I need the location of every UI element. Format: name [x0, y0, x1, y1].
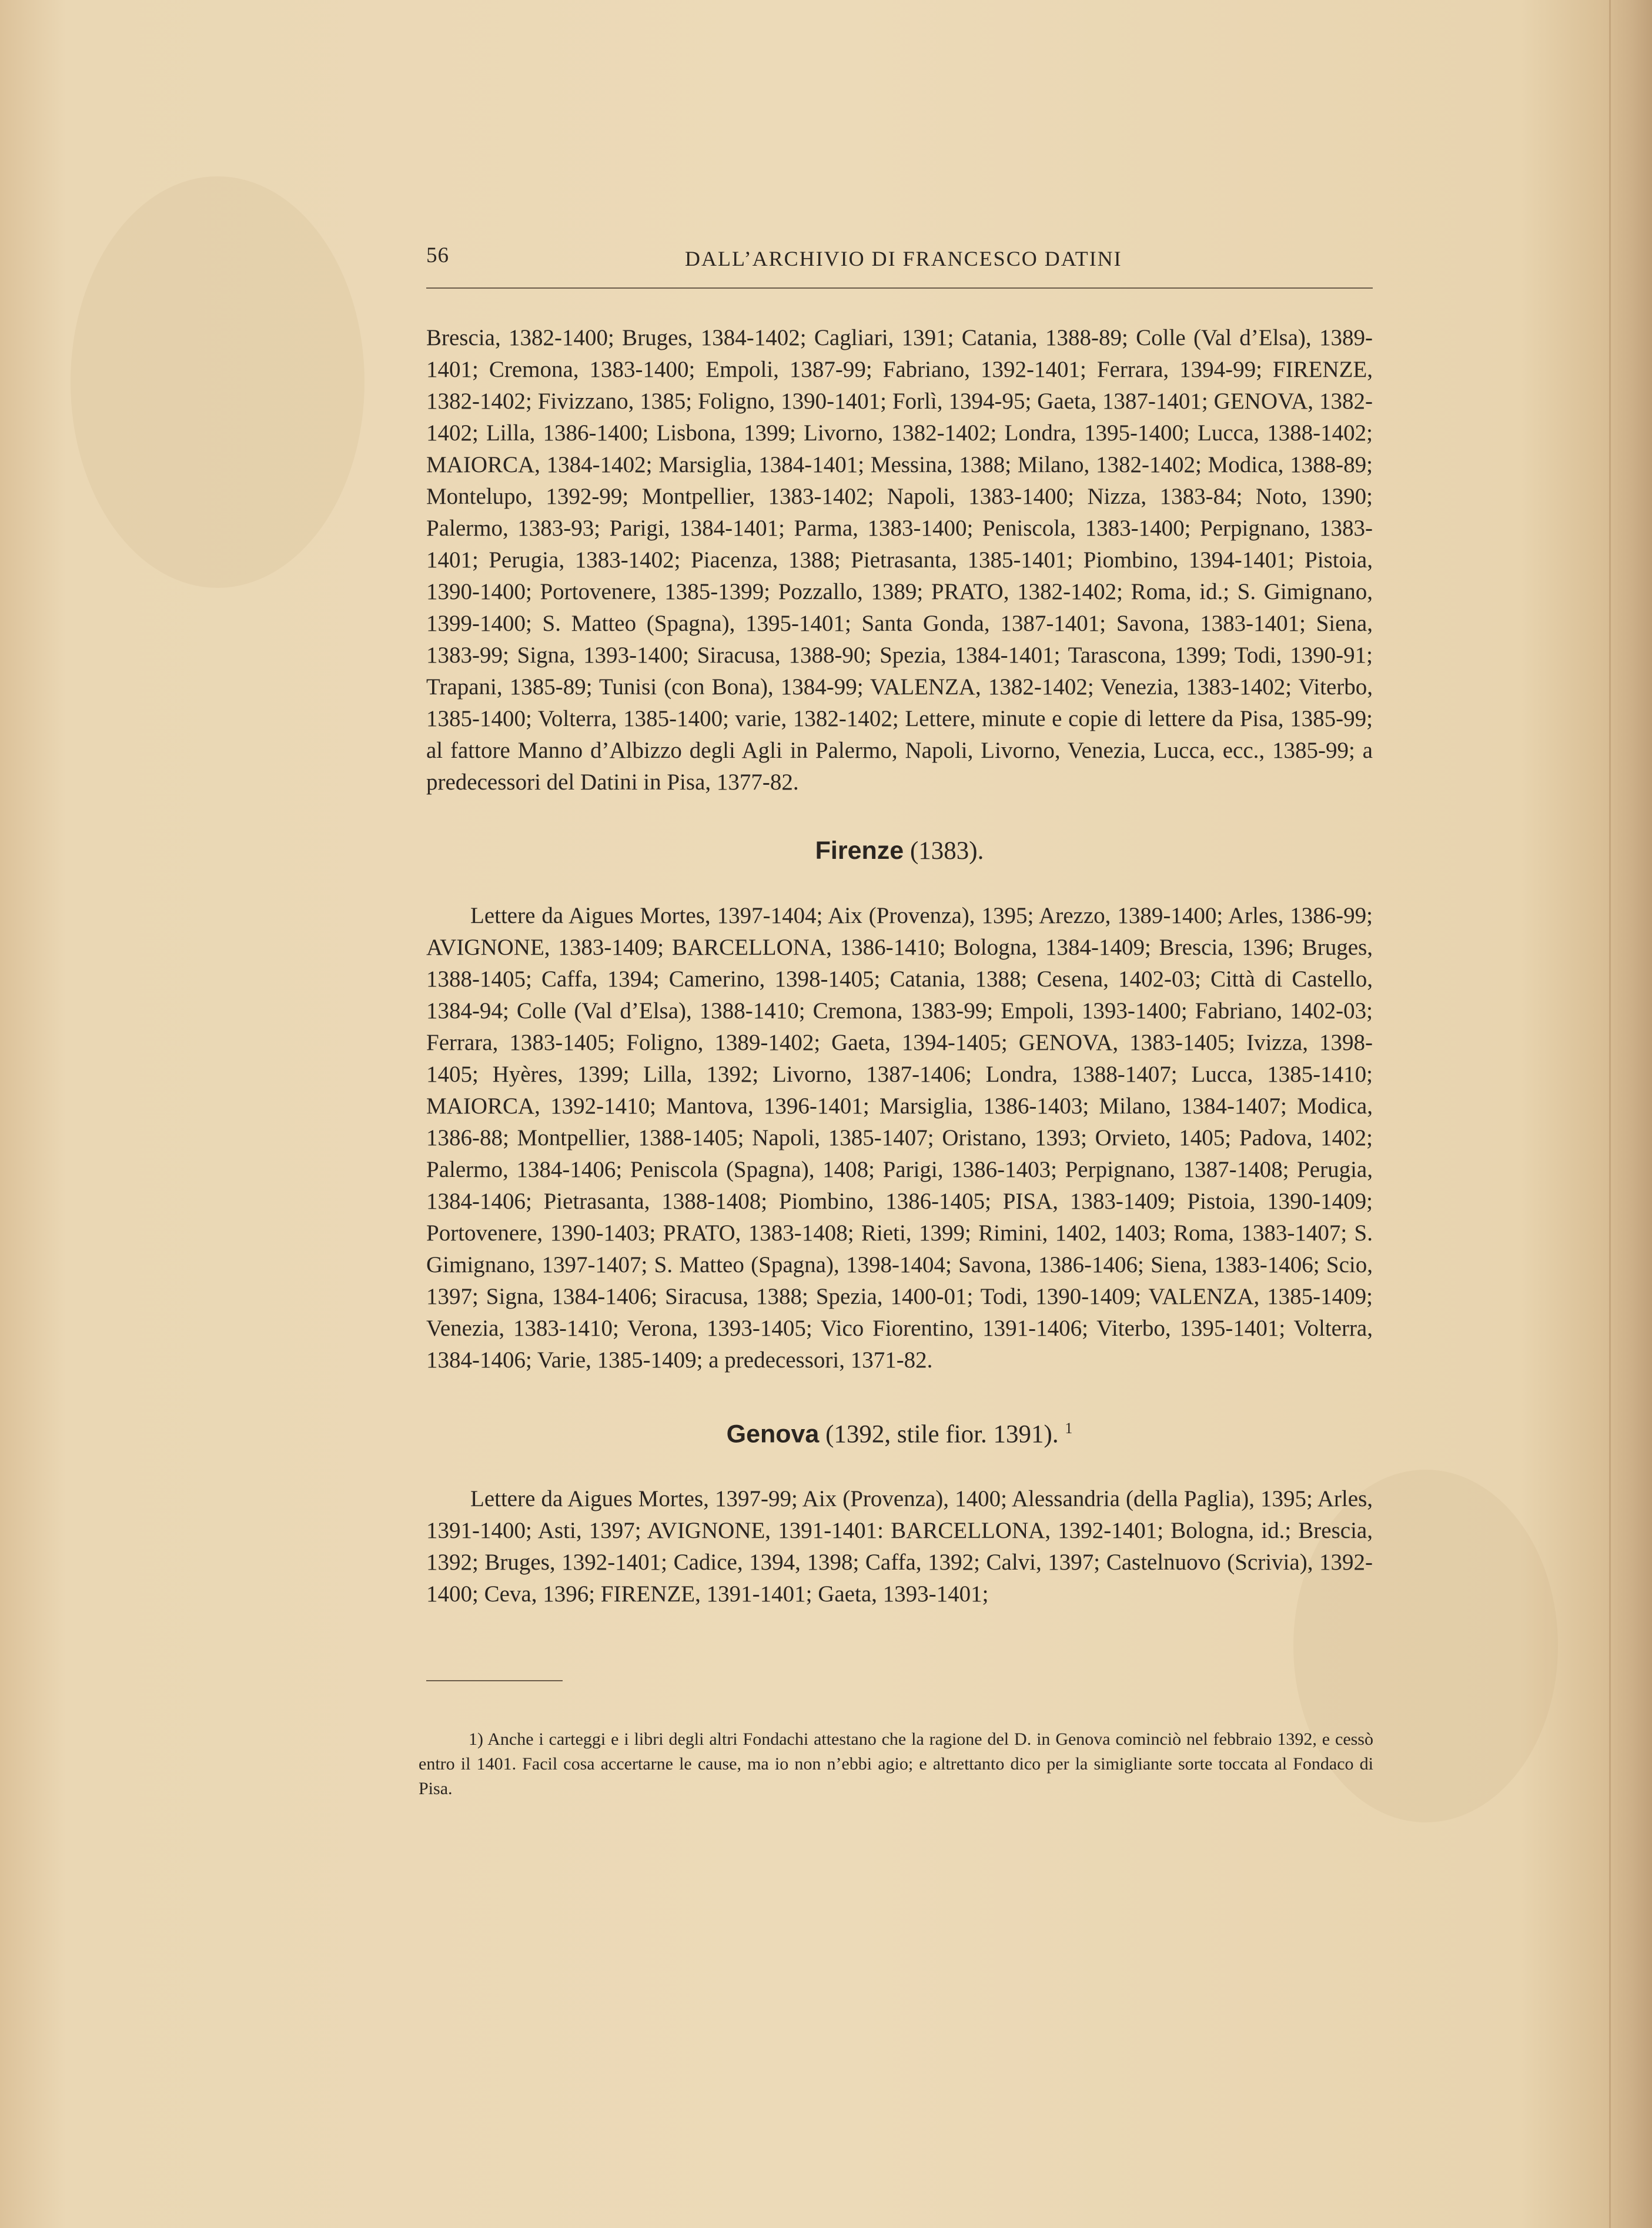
heading-date: (1383). — [909, 837, 984, 865]
paragraph-firenze: Lettere da Aigues Mortes, 1397-1404; Aix (Provenza), 1395; Arezzo, 1389-1400; Arles, 1386-99; AVIGNONE, 1383-1409; BARCELLONA, 1386-1410; Bologna, 1384-1409; Brescia, 1396; Bruges, 1388-1405; Caffa, 1394; Camerino, 1398-1405; Catania, 1388; Cesena, 1402-03; Città di Castello, 1384-94; Colle (Val d’Elsa), 1388-1410; Cremona, 1383-99; Empoli, 1393-1400; Fabriano, 1402-03; Ferrara, 1383-1405; Foligno, 1389-1402; Gaeta, 1394-1405; GENOVA, 1383-1405; Ivizza, 1398-1405; Hyères, 1399; Lilla, 1392; Livorno, 1387-1406; Londra, 1388-1407; Lucca, 1385-1410; MAIORCA, 1392-1410; Mantova, 1396-1401; Marsiglia, 1386-1403; Milano, 1384-1407; Modica, 1386-88; Montpellier, 1388-1405; Napoli, 1385-1407; Oristano, 1393; Orvieto, 1405; Padova, 1402; Palermo, 1384-1406; Peniscola (Spagna), 1408; Parigi, 1386-1403; Perpignano, 1387-1408; Perugia, 1384-1406; Pietrasanta, 1388-1408; Piombino, 1386-1405; PISA, 1383-1409; Pistoia, 1390-1409; Portovenere, 1390-1403; PRATO, 1383-1408; Rieti, 1399; Rimini, 1402, 1403; Roma, 1383-1407; S. Gimignano, 1397-1407; S. Matteo (Spagna), 1398-1404; Savona, 1386-1406; Siena, 1383-1406; Scio, 1397; Signa, 1384-1406; Siracusa, 1388; Spezia, 1400-01; Todi, 1390-1409; VALENZA, 1385-1409; Venezia, 1383-1410; Verona, 1393-1405; Vico Fiorentino, 1391-1406; Viterbo, 1395-1401; Volterra, 1384-1406; Varie, 1385-1409; a predecessori, 1371-82. — [426, 903, 1373, 1373]
paper-stain — [71, 176, 364, 588]
paragraph-genova: Lettere da Aigues Mortes, 1397-99; Aix (Provenza), 1400; Alessandria (della Paglia), 1395; Arles, 1391-1400; Asti, 1397; AVIGNONE, 1391-1401: BARCELLONA, 1392-1401; Bologna, id.; Brescia, 1392; Bruges, 1392-1401; Cadice, 1394, 1398; Caffa, 1392; Calvi, 1397; Castelnuovo (Scrivia), 1392-1400; Ceva, 1396; FIRENZE, 1391-1401; Gaeta, 1393-1401; — [426, 1486, 1373, 1607]
footnote: 1) Anche i carteggi e i libri degli altri Fondachi attestano che la ragione del D. in Genova cominciò nel febbraio 1392, e cessò entro il 1401. Facil cosa accertarne le cause, ma io non n’ebbi agio; e altrettanto dico per la simigliante sorte toccata al Fondaco di Pisa. — [419, 1729, 1373, 1798]
running-title: DALL’ARCHIVIO DI FRANCESCO DATINI — [685, 247, 1122, 270]
heading-name: Genova — [726, 1420, 820, 1448]
page-number: 56 — [426, 243, 449, 267]
footnote-rule — [426, 1680, 563, 1681]
header-rule — [426, 287, 1373, 289]
page-edge — [1609, 0, 1652, 2228]
main-text — [426, 322, 1373, 1610]
footnote-marker: 1 — [1065, 1420, 1073, 1437]
paragraph-pisa-continuation: Brescia, 1382-1400; Bruges, 1384-1402; Cagliari, 1391; Catania, 1388-89; Colle (Val d’Elsa), 1389-1401; Cremona, 1383-1400; Empoli, 1387-99; Fabriano, 1392-1401; Ferrara, 1394-99; FIRENZE, 1382-1402; Fivizzano, 1385; Foligno, 1390-1401; Forlì, 1394-95; Gaeta, 1387-1401; GENOVA, 1382-1402; Lilla, 1386-1400; Lisbona, 1399; Livorno, 1382-1402; Londra, 1395-1400; Lucca, 1388-1402; MAIORCA, 1384-1402; Marsiglia, 1384-1401; Messina, 1388; Milano, 1382-1402; Modica, 1388-89; Montelupo, 1392-99; Montpellier, 1383-1402; Napoli, 1383-1400; Nizza, 1383-84; Noto, 1390; Palermo, 1383-93; Parigi, 1384-1401; Parma, 1383-1400; Peniscola, 1383-1400; Perpignano, 1383-1401; Perugia, 1383-1402; Piacenza, 1388; Pietrasanta, 1385-1401; Piombino, 1394-1401; Pistoia, 1390-1400; Portovenere, 1385-1399; Pozzallo, 1389; PRATO, 1382-1402; Roma, id.; S. Gimignano, 1399-1400; S. Matteo (Spagna), 1395-1401; Santa Gonda, 1387-1401; Savona, 1383-1401; Siena, 1383-99; Signa, 1393-1400; Siracusa, 1388-90; Spezia, 1384-1401; Tarascona, 1399; Todi, 1390-91; Trapani, 1385-89; Tunisi (con Bona), 1384-99; VALENZA, 1382-1402; Venezia, 1383-1402; Viterbo, 1385-1400; Volterra, 1385-1400; varie, 1382-1402; Lettere, minute e copie di lettere da Pisa, 1385-99; al fattore Manno d’Albizzo degli Agli in Palermo, Napoli, Livorno, Venezia, Lucca, ecc., 1385-99; a predecessori del Datini in Pisa, 1377-82. — [426, 325, 1373, 795]
page-header — [426, 238, 1373, 285]
heading-name: Firenze — [815, 837, 904, 865]
section-heading-genova — [426, 1413, 1373, 1450]
heading-date: (1392, stile fior. 1391). — [825, 1420, 1059, 1448]
section-heading-firenze — [426, 835, 1373, 867]
